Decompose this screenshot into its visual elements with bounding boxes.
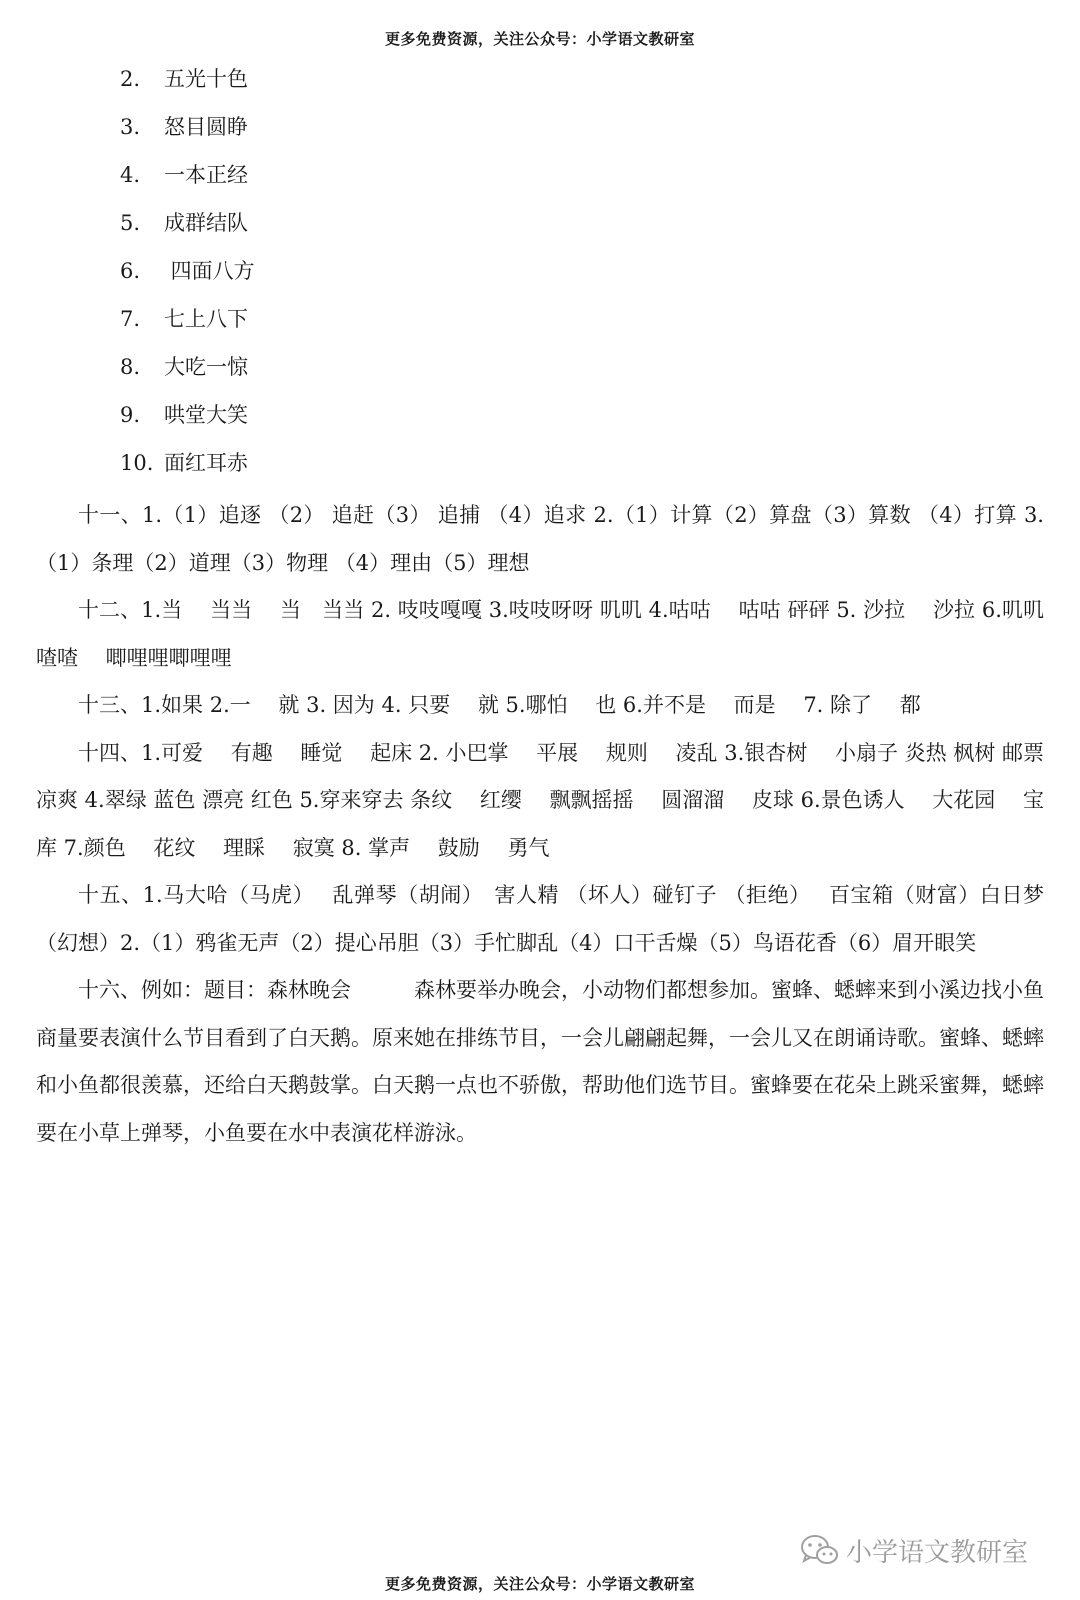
idiom-list bbox=[120, 64, 255, 496]
list-item-text: 七上八下 bbox=[164, 307, 248, 331]
list-item bbox=[120, 160, 255, 208]
list-item bbox=[120, 256, 255, 304]
answer-paragraph-15: 十五、1.马大哈（马虎） 乱弹琴（胡闹） 害人精 （坏人）碰钉子 （拒绝） 百宝箱（财富）白日梦（幻想）2.（1）鸦雀无声（2）提心吊胆（3）手忙脚乱（4）口干舌燥（5）鸟语花香（6）眉开眼笑 bbox=[36, 883, 1044, 955]
answer-paragraph-11: 十一、1.（1）追逐 （2） 追赶（3） 追捕 （4）追求 2.（1）计算（2）算盘（3）算数 （4）打算 3.（1）条理（2）道理（3）物理 （4）理由（5）理想 bbox=[36, 503, 1044, 575]
answer-paragraph-12: 十二、1.当 当当 当 当当 2. 吱吱嘎嘎 3.吱吱呀呀 叽叽 4.咕咕 咕咕 砰砰 5. 沙拉 沙拉 6.叽叽喳喳 唧哩哩唧哩哩 bbox=[36, 598, 1044, 670]
list-item-text: 四面八方 bbox=[164, 259, 255, 283]
page-header: 更多免费资源，关注公众号：小学语文教研室 bbox=[384, 30, 695, 48]
answer-paragraph-13: 十三、1.如果 2.一 就 3. 因为 4. 只要 就 5.哪怕 也 6.并不是 而是 7. 除了 都 bbox=[78, 693, 921, 717]
list-item-text: 大吃一惊 bbox=[164, 355, 248, 379]
wechat-icon bbox=[800, 1533, 840, 1567]
list-item-text: 一本正经 bbox=[164, 163, 248, 187]
list-item-number: 5. bbox=[120, 211, 141, 235]
list-item bbox=[120, 352, 255, 400]
list-item-number: 7. bbox=[120, 307, 141, 331]
list-item bbox=[120, 400, 255, 448]
list-item-text: 哄堂大笑 bbox=[164, 403, 248, 427]
watermark-text: 小学语文教研室 bbox=[846, 1537, 1029, 1568]
list-item-text: 成群结队 bbox=[164, 211, 248, 235]
list-item bbox=[120, 208, 255, 256]
page-footer: 更多免费资源，关注公众号：小学语文教研室 bbox=[384, 1575, 695, 1593]
list-item-number: 10. bbox=[120, 451, 154, 475]
list-item-number: 9. bbox=[120, 403, 141, 427]
answer-section bbox=[36, 492, 1044, 1157]
answer-paragraph-14: 十四、1.可爱 有趣 睡觉 起床 2. 小巴掌 平展 规则 凌乱 3.银杏树 小扇子 炎热 枫树 邮票 凉爽 4.翠绿 蓝色 漂亮 红色 5.穿来穿去 条纹 红缨 飘飘摇摇 圆溜溜 皮球 6.景色诱人 大花园 宝库 7.颜色 花纹 理睬 寂寞 8. 掌声 鼓励 勇气 bbox=[36, 740, 1044, 860]
list-item-number: 2. bbox=[120, 67, 141, 91]
list-item-number: 6. bbox=[120, 259, 141, 283]
list-item bbox=[120, 64, 255, 112]
list-item bbox=[120, 304, 255, 352]
answer-paragraph-16: 十六、例如：题目：森林晚会 森林要举办晚会，小动物们都想参加。蜜蜂、蟋蟀来到小溪边找小鱼商量要表演什么节目看到了白天鹅。原来她在排练节目，一会儿翩翩起舞，一会儿又在朗诵诗歌。蜜蜂、蟋蟀和小鱼都很羡慕，还给白天鹅鼓掌。白天鹅一点也不骄傲，帮助他们选节目。蜜蜂要在花朵上跳采蜜舞，蟋蟀要在小草上弹琴，小鱼要在水中表演花样游泳。 bbox=[36, 978, 1044, 1145]
list-item-number: 4. bbox=[120, 163, 141, 187]
watermark bbox=[800, 1528, 1028, 1572]
list-item-text: 怒目圆睁 bbox=[164, 115, 248, 139]
list-item bbox=[120, 448, 255, 496]
list-item-text: 面红耳赤 bbox=[164, 451, 248, 475]
list-item-text: 五光十色 bbox=[164, 67, 248, 91]
list-item-number: 8. bbox=[120, 355, 141, 379]
list-item bbox=[120, 112, 255, 160]
list-item-number: 3. bbox=[120, 115, 141, 139]
